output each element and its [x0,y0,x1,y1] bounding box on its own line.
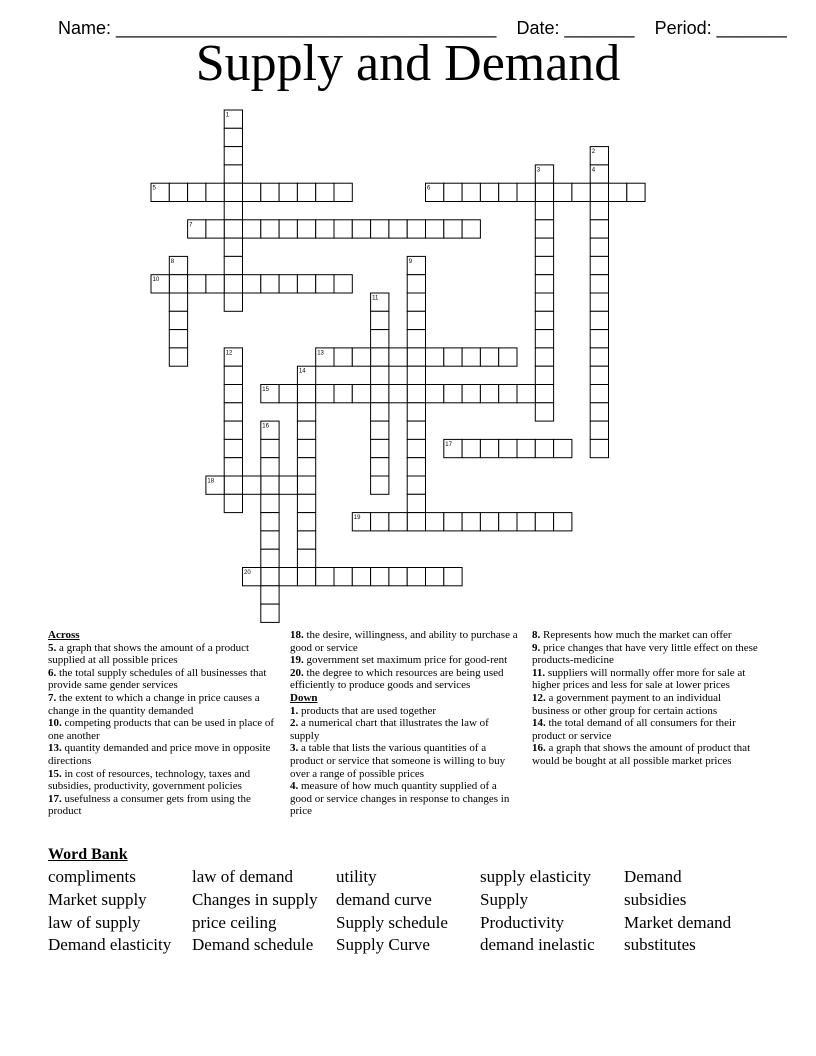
crossword-cell[interactable] [517,439,535,457]
crossword-cell[interactable] [297,403,315,421]
crossword-cell[interactable] [462,348,480,366]
crossword-cell[interactable] [352,220,370,238]
crossword-cell[interactable] [444,568,462,586]
clue-number-11: 11 [372,295,379,302]
crossword-cell[interactable] [407,366,425,384]
word-bank-item: demand inelastic [480,935,595,954]
crossword-cell[interactable] [407,568,425,586]
clue-number-15: 15 [262,387,269,393]
period-field[interactable]: Period: _______ [654,18,787,38]
crossword-cell[interactable] [297,513,315,531]
crossword-cell[interactable] [535,348,553,366]
crossword-cell[interactable] [224,128,242,146]
crossword-cell[interactable] [407,330,425,348]
crossword-cell[interactable] [169,293,187,311]
crossword-cell[interactable] [334,275,352,293]
clue-across-15: 15. in cost of resources, technology, taxes and subsidies, productivity, government policies [48,767,251,793]
crossword-cell[interactable] [535,366,553,384]
crossword-cell[interactable] [426,348,444,366]
crossword-cell[interactable] [499,348,517,366]
crossword-cell[interactable] [590,293,608,311]
crossword-cell[interactable] [297,220,315,238]
clue-down-9: 9. price changes that have very little effect on these products-medicine [532,641,758,667]
clue-down-2: 2. a numerical chart that illustrates the law of supply [290,717,489,742]
crossword-cell[interactable] [590,330,608,348]
crossword-cell[interactable] [261,531,279,549]
word-bank-item: utility [336,867,377,886]
crossword-cell[interactable] [462,513,480,531]
crossword-cell[interactable] [462,220,480,238]
crossword-cell[interactable] [590,439,608,457]
crossword-cell[interactable] [352,348,370,366]
crossword-cell[interactable] [590,348,608,366]
clue-number-4: 4 [591,167,596,174]
crossword-cell[interactable] [517,385,535,403]
crossword-cell[interactable] [261,439,279,457]
crossword-cell[interactable] [279,183,297,201]
crossword-cell[interactable] [480,348,498,366]
crossword-cell[interactable] [261,549,279,567]
crossword-cell[interactable] [389,385,407,403]
crossword-cell[interactable] [590,202,608,220]
crossword-cell[interactable] [352,385,370,403]
crossword-cell[interactable] [206,275,224,293]
clue-number-8: 8 [170,258,175,265]
crossword-cell[interactable] [224,403,242,421]
crossword-cell[interactable] [480,183,498,201]
crossword-cell[interactable] [407,513,425,531]
crossword-cell[interactable] [224,202,242,220]
crossword-cell[interactable] [261,458,279,476]
crossword-cell[interactable] [261,476,279,494]
crossword-cell[interactable] [371,385,389,403]
crossword-cell[interactable] [590,238,608,256]
crossword-cell[interactable] [627,183,645,201]
crossword-cell[interactable] [297,568,315,586]
crossword-cell[interactable] [590,311,608,329]
crossword-cell[interactable] [279,476,297,494]
crossword-cell[interactable] [297,421,315,439]
crossword-cell[interactable] [224,293,242,311]
crossword-cell[interactable] [334,385,352,403]
crossword-cell[interactable] [297,494,315,512]
crossword-cell[interactable] [426,385,444,403]
crossword-cell[interactable] [261,220,279,238]
crossword-cell[interactable] [444,513,462,531]
crossword-cell[interactable] [535,439,553,457]
crossword-cell[interactable] [316,568,334,586]
crossword-cell[interactable] [261,604,279,622]
crossword-cell[interactable] [554,439,572,457]
crossword-cell[interactable] [206,183,224,201]
crossword-cell[interactable] [224,476,242,494]
crossword-cell[interactable] [297,549,315,567]
crossword-cell[interactable] [535,385,553,403]
crossword-cell[interactable] [554,513,572,531]
crossword-cell[interactable] [389,568,407,586]
clue-across-13: 13. quantity demanded and price move in opposite directions [48,742,271,767]
word-bank-item: law of supply [48,913,141,932]
word-bank-item: Demand elasticity [48,935,172,954]
crossword-cell[interactable] [517,513,535,531]
crossword-cell[interactable] [554,183,572,201]
crossword-cell[interactable] [371,330,389,348]
crossword-cell[interactable] [590,220,608,238]
crossword-cell[interactable] [297,439,315,457]
crossword-cell[interactable] [334,568,352,586]
crossword-cell[interactable] [462,385,480,403]
clue-number-14: 14 [298,368,306,375]
crossword-cell[interactable] [371,220,389,238]
clue-down-14: 14. the total demand of all consumers for their product or service [532,717,736,742]
name-field[interactable]: Name: ______________________________________ [58,18,497,38]
word-bank-item: substitutes [624,935,696,954]
crossword-cell[interactable] [261,183,279,201]
crossword-cell[interactable] [297,531,315,549]
crossword-cell[interactable] [224,165,242,183]
clue-number-3: 3 [536,167,541,174]
crossword-cell[interactable] [261,275,279,293]
crossword-cell[interactable] [407,476,425,494]
crossword-cell[interactable] [334,220,352,238]
crossword-cell[interactable] [444,183,462,201]
clue-down-4: 4. measure of how much quantity supplied of a good or service changes in response to changes in price [290,780,510,818]
crossword-cell[interactable] [590,403,608,421]
crossword-cell[interactable] [316,183,334,201]
crossword-cell[interactable] [206,220,224,238]
page-title: Supply and Demand [195,35,621,92]
crossword-cell[interactable] [462,439,480,457]
word-bank-item: subsidies [624,890,687,909]
crossword-cell[interactable] [169,275,187,293]
crossword-cell[interactable] [590,366,608,384]
crossword-cell[interactable] [169,348,187,366]
crossword-cell[interactable] [371,366,389,384]
crossword-cell[interactable] [590,183,608,201]
crossword-cell[interactable] [444,348,462,366]
crossword-cell[interactable] [224,458,242,476]
crossword-cell[interactable] [499,513,517,531]
crossword-cell[interactable] [169,311,187,329]
crossword-cell[interactable] [407,275,425,293]
crossword-cell[interactable] [535,311,553,329]
crossword-cell[interactable] [389,513,407,531]
word-bank-item: price ceiling [192,913,277,932]
crossword-cell[interactable] [480,385,498,403]
crossword-cell[interactable] [444,385,462,403]
crossword-cell[interactable] [297,183,315,201]
crossword-cell[interactable] [243,220,261,238]
crossword-cell[interactable] [407,403,425,421]
clue-number-20: 20 [244,570,251,576]
crossword-cell[interactable] [407,348,425,366]
crossword-cell[interactable] [444,220,462,238]
crossword-cell[interactable] [590,385,608,403]
clue-across-18: 18. the desire, willingness, and ability to purchase a good or service [290,629,518,654]
crossword-cell[interactable] [407,385,425,403]
crossword-cell[interactable] [297,385,315,403]
date-field[interactable]: Date: _______ [516,18,635,38]
crossword-cell[interactable] [279,275,297,293]
crossword-cell[interactable] [480,513,498,531]
clue-number-12: 12 [225,350,233,357]
crossword-cell[interactable] [188,275,206,293]
clue-number-6: 6 [427,185,431,192]
clue-across-6: 6. the total supply schedules of all businesses that provide same gender services [48,666,267,692]
down-clues-column-3 [532,629,760,768]
crossword-cell[interactable] [535,202,553,220]
clue-number-1: 1 [225,112,230,119]
crossword-cell[interactable] [535,220,553,238]
clue-number-10: 10 [152,277,160,284]
crossword-cell[interactable] [188,183,206,201]
crossword-cell[interactable] [243,476,261,494]
crossword-cell[interactable] [169,183,187,201]
word-bank-item: Productivity [480,913,565,932]
crossword-cell[interactable] [169,330,187,348]
crossword-cell[interactable] [590,256,608,274]
crossword-cell[interactable] [407,458,425,476]
word-bank-item: supply elasticity [480,867,591,886]
crossword-cell[interactable] [261,586,279,604]
crossword-cell[interactable] [609,183,627,201]
crossword-cell[interactable] [407,439,425,457]
crossword-cell[interactable] [371,458,389,476]
crossword-cell[interactable] [499,439,517,457]
clue-down-8: 8. Represents how much the market can offer [532,629,732,641]
clue-number-19: 19 [353,515,361,522]
clues-column-2 [290,629,518,818]
crossword-cell[interactable] [535,330,553,348]
word-bank-item: Supply Curve [336,935,430,954]
word-bank-item: demand curve [336,890,432,909]
clue-number-2: 2 [591,149,596,156]
crossword-cell[interactable] [224,439,242,457]
crossword-cell[interactable] [535,403,553,421]
crossword-cell[interactable] [224,421,242,439]
crossword-cell[interactable] [499,385,517,403]
crossword-cell[interactable] [535,293,553,311]
crossword-cell[interactable] [224,238,242,256]
crossword-cell[interactable] [261,494,279,512]
crossword-cell[interactable] [407,494,425,512]
clue-across-5: 5. a graph that shows the amount of a product supplied at all possible prices [48,641,250,667]
crossword-cell[interactable] [535,275,553,293]
crossword-cell[interactable] [243,275,261,293]
crossword-cell[interactable] [407,220,425,238]
crossword-cell[interactable] [279,385,297,403]
word-bank-item: Market demand [624,913,732,932]
word-bank-item: Supply [480,890,529,909]
crossword-cell[interactable] [224,275,242,293]
across-clues-column-1 [48,629,276,818]
crossword-cell[interactable] [224,183,242,201]
crossword-cell[interactable] [334,183,352,201]
clue-number-7: 7 [189,222,193,229]
clue-across-17: 17. usefulness a consumer gets from using the product [48,792,251,818]
clue-down-1: 1. products that are used together [290,704,437,717]
crossword-cell[interactable] [480,439,498,457]
down-heading: Down [290,691,318,704]
crossword-cell[interactable] [371,439,389,457]
crossword-cell[interactable] [316,220,334,238]
crossword-cell[interactable] [535,183,553,201]
word-bank-item: law of demand [192,867,294,886]
crossword-cell[interactable] [297,458,315,476]
crossword-cell[interactable] [261,568,279,586]
crossword-cell[interactable] [243,183,261,201]
crossword-cell[interactable] [535,256,553,274]
crossword-cell[interactable] [590,421,608,439]
crossword-cell[interactable] [407,311,425,329]
crossword-cell[interactable] [224,494,242,512]
crossword-cell[interactable] [371,348,389,366]
crossword-cell[interactable] [261,513,279,531]
clue-number-9: 9 [408,258,413,265]
crossword-cell[interactable] [224,220,242,238]
crossword-cell[interactable] [535,238,553,256]
crossword-cell[interactable] [535,513,553,531]
clue-number-5: 5 [152,185,156,192]
clue-down-16: 16. a graph that shows the amount of product that would be bought at all possible market prices [532,742,751,767]
clue-down-12: 12. a government payment to an individual business or other group for certain actions [532,691,722,717]
crossword-cell[interactable] [407,293,425,311]
word-bank-item: Supply schedule [336,913,448,932]
crossword-cell[interactable] [462,183,480,201]
crossword-cell[interactable] [426,220,444,238]
clue-number-18: 18 [207,478,215,485]
clue-across-20: 20. the degree to which resources are being used efficiently to produce goods and services [290,666,504,692]
crossword-cell[interactable] [389,220,407,238]
crossword-cell[interactable] [316,385,334,403]
crossword-cell[interactable] [426,568,444,586]
clue-across-19: 19. government set maximum price for good-rent [290,654,508,667]
crossword-cell[interactable] [371,568,389,586]
clue-down-11: 11. suppliers will normally offer more for sale at higher prices and less for sale at lower prices [532,666,746,692]
crossword-cell[interactable] [279,220,297,238]
crossword-cell[interactable] [224,385,242,403]
word-bank-title: Word Bank [48,846,128,863]
crossword-cell[interactable] [371,513,389,531]
word-bank-item: compliments [48,867,136,886]
clue-number-13: 13 [317,350,324,357]
crossword-cell[interactable] [352,568,370,586]
across-heading: Across [48,629,80,641]
crossword-cell[interactable] [297,476,315,494]
crossword-cell[interactable] [389,348,407,366]
crossword-cell[interactable] [407,421,425,439]
crossword-cell[interactable] [224,147,242,165]
clue-across-7: 7. the extent to which a change in price causes a change in the quantity demanded [48,691,260,717]
word-bank-item: Changes in supply [192,890,318,909]
crossword-cell[interactable] [371,421,389,439]
word-bank-item: Demand schedule [192,935,314,954]
crossword-cell[interactable] [426,513,444,531]
crossword-cell[interactable] [224,256,242,274]
clue-down-3: 3. a table that lists the various quantities of a product or service that someone is willing to buy over a range of possible prices [290,742,506,780]
crossword-cell[interactable] [316,275,334,293]
crossword-cell[interactable] [517,183,535,201]
crossword-cell[interactable] [371,311,389,329]
crossword-cell[interactable] [279,568,297,586]
crossword-cell[interactable] [334,348,352,366]
crossword-cell[interactable] [224,366,242,384]
clue-number-17: 17 [445,441,452,448]
clue-number-16: 16 [262,423,269,430]
word-bank-item: Demand [624,867,682,886]
crossword-cell[interactable] [572,183,590,201]
crossword-cell[interactable] [590,275,608,293]
crossword-cell[interactable] [297,275,315,293]
crossword-cell[interactable] [371,403,389,421]
crossword-cell[interactable] [499,183,517,201]
clue-across-10: 10. competing products that can be used in place of one another [48,717,275,742]
word-bank-item: Market supply [48,890,147,909]
crossword-cell[interactable] [371,476,389,494]
